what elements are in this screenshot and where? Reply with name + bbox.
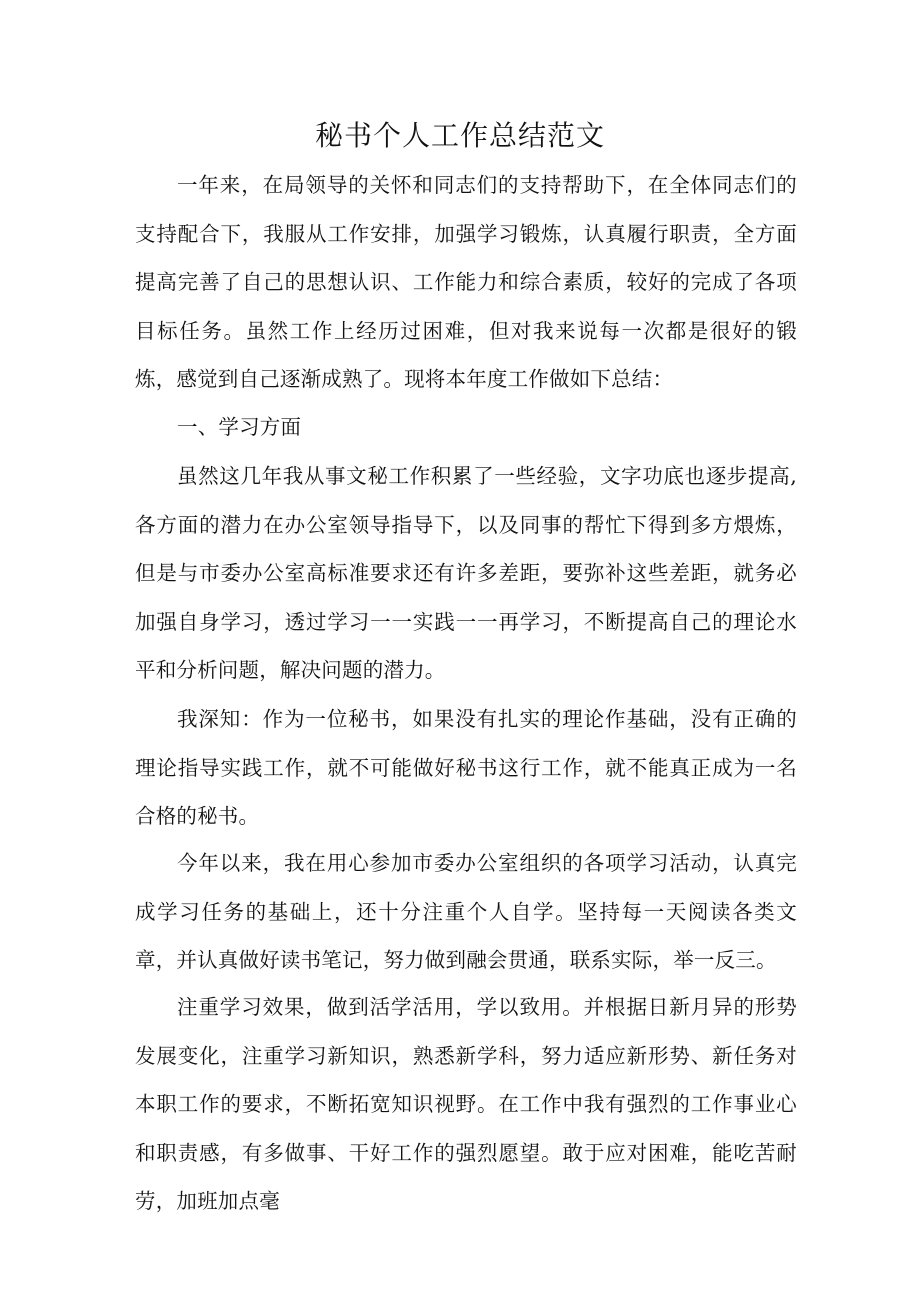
paragraph-self-study: 今年以来，我在用心参加市委办公室组织的各项学习活动，认真完成学习任务的基础上，还十分注重个人自学。坚持每一天阅读各类文章，并认真做好读书笔记，努力做到融会贯通，联系实际，举一反三。 [135, 851, 797, 972]
paragraph-secretary-understanding: 我深知：作为一位秘书，如果没有扎实的理论作基础，没有正确的理论指导实践工作，就不可能做好秘书这行工作，就不能真正成为一名合格的秘书。 [135, 707, 797, 828]
paragraph-study-experience: 虽然这几年我从事文秘工作积累了一些经验，文字功底也逐步提高,各方面的潜力在办公室领导指导下，以及同事的帮忙下得到多方煨炼，但是与市委办公室高标准要求还有许多差距，要弥补这些差距，就务必加强自身学习，透过学习一一实践一一再学习，不断提高自己的理论水平和分析问题，解决问题的潜力。 [135, 464, 797, 682]
paragraph-study-effect: 注重学习效果，做到活学活用，学以致用。并根据日新月异的形势发展变化，注重学习新知识，熟悉新学科，努力适应新形势、新任务对本职工作的要求，不断拓宽知识视野。在工作中我有强烈的工作事业心和职责感，有多做事、干好工作的强烈愿望。敢于应对困难，能吃苦耐劳，加班加点毫 [135, 995, 797, 1213]
document-title: 秘书个人工作总结范文 [314, 119, 605, 152]
section-heading-study: 一、学习方面 [177, 415, 302, 439]
paragraph-introduction: 一年来，在局领导的关怀和同志们的支持帮助下，在全体同志们的支持配合下，我服从工作安排，加强学习锻炼，认真履行职责，全方面提高完善了自己的思想认识、工作能力和综合素质，较好的完成了各项目标任务。虽然工作上经历过困难，但对我来说每一次都是很好的锻炼，感觉到自己逐渐成熟了。现将本年度工作做如下总结： [135, 173, 797, 391]
